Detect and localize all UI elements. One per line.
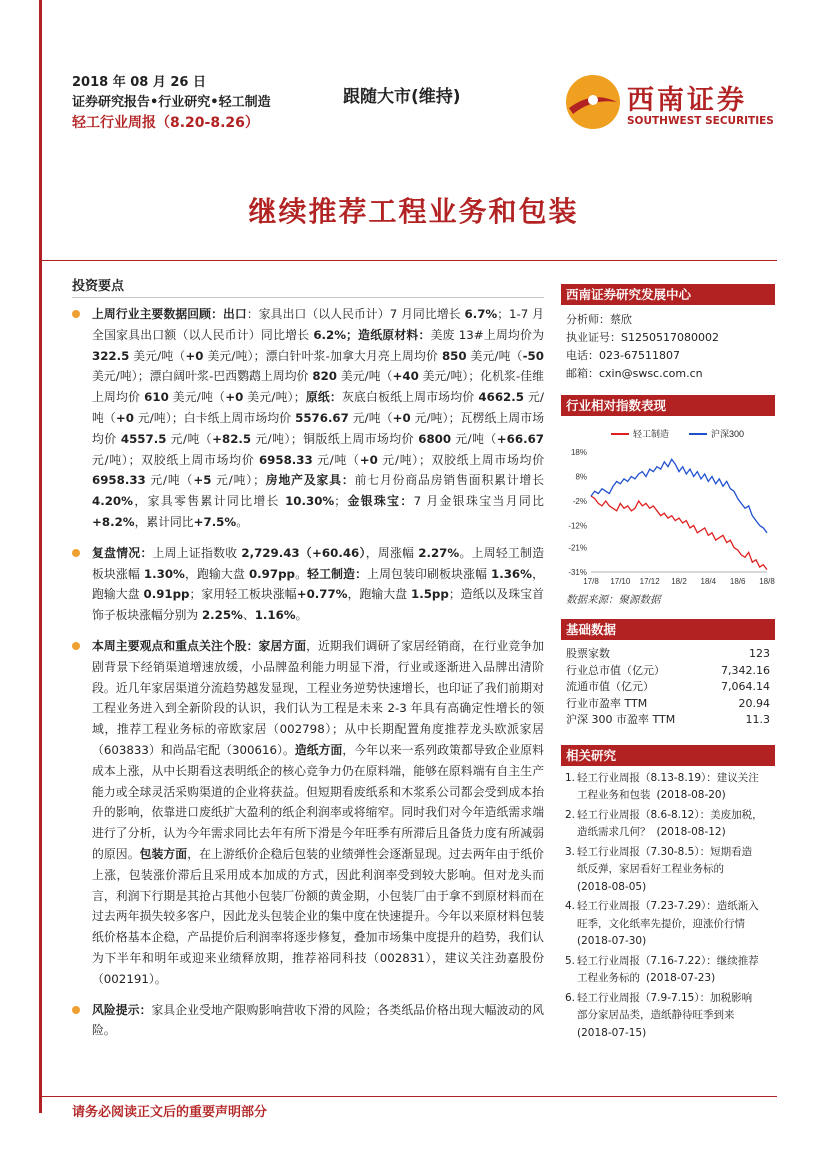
related-research-item[interactable] xyxy=(561,844,775,897)
bullet-text-run: 美元/吨（ xyxy=(129,348,186,363)
bullet-text-run: ，周涨幅 xyxy=(365,545,419,560)
bullet-dot-icon xyxy=(72,1006,80,1014)
bullet-text-run: 美元/吨）； xyxy=(243,390,306,405)
basic-data-key: 股票家数 xyxy=(566,647,610,660)
basic-data-value: 7,342.16 xyxy=(721,663,770,677)
key-points-rule xyxy=(72,297,544,298)
bullet-dot-icon xyxy=(72,642,80,650)
bullet-text-run: 元/吨（ xyxy=(451,431,497,446)
legend-label-0: 轻工制造 xyxy=(633,429,670,439)
related-number: 1. xyxy=(565,771,576,784)
x-tick-label: 18/4 xyxy=(700,577,717,586)
bullet-text-run: 元/吨）；双胶纸上周市场均价 xyxy=(377,452,544,467)
x-tick-label: 17/8 xyxy=(583,577,599,586)
related-title-text: 造纸需求几何？ xyxy=(577,826,651,838)
bullet-text-run: ； xyxy=(334,494,347,509)
related-research-item[interactable] xyxy=(561,898,775,951)
bullet-text-run: 6958.33 xyxy=(258,452,313,467)
page-title: 继续推荐工程业务和包装 xyxy=(248,195,579,228)
related-number: 3. xyxy=(565,845,576,858)
report-date: 2018 年 08 月 26 日 xyxy=(72,75,206,90)
bullet-text-run: +7.5% xyxy=(193,514,237,529)
bullet-text-run: 本周主要观点和重点关注个股： xyxy=(92,638,259,653)
key-point-bullet xyxy=(72,304,544,533)
related-title-line xyxy=(577,1007,775,1025)
rating: 跟随大市(维持) xyxy=(343,87,461,107)
logo-en: SOUTHWEST SECURITIES xyxy=(627,115,774,127)
logo-mark-icon xyxy=(563,72,623,132)
basic-data-key: 沪深 300 市盈率 TTM xyxy=(566,713,676,726)
bullet-text-run: 元/吨（ xyxy=(312,452,360,467)
bullet-text-run: 元/吨）；双胶纸上周市场均价 xyxy=(92,452,259,467)
footer-disclaimer: 请务必阅读正文后的重要声明部分 xyxy=(72,1105,268,1120)
bullet-text-run: 0.91pp xyxy=(143,587,190,602)
y-tick-label: -21% xyxy=(568,543,587,553)
bullet-text-run: 6.7% xyxy=(464,307,498,321)
bullet-text-run: ；造纸以及珠宝首饰子板块涨幅分别为 xyxy=(92,587,544,623)
bullet-text-run: 灰底白板纸上周市场均价 xyxy=(341,390,479,405)
bullet-text-run: 1.16% xyxy=(254,608,296,623)
related-title-line xyxy=(577,861,775,879)
bullet-text-run: 上周包装印刷板块涨幅 xyxy=(367,566,492,581)
related-research-header: 相关研究 xyxy=(561,745,775,766)
bullet-text-run: 1.30% xyxy=(143,566,185,581)
bullet-dot-icon xyxy=(72,549,80,557)
basic-data-row xyxy=(561,712,775,729)
related-number: 6. xyxy=(565,991,576,1004)
related-title-line: 轻工行业周报（8.13-8.19）：建议关注 xyxy=(577,771,759,784)
key-point-bullet xyxy=(72,1000,544,1042)
bullet-text-run: 元/吨（ xyxy=(145,473,194,488)
license-number: 执业证号：S1250517080002 xyxy=(566,331,719,344)
basic-data-key: 流通市值（亿元） xyxy=(566,680,654,693)
key-points-list xyxy=(72,304,544,1041)
analyst-name: 分析师：蔡欣 xyxy=(566,313,632,326)
key-points-title: 投资要点 xyxy=(72,279,125,294)
basic-data-value: 20.94 xyxy=(738,696,770,710)
basic-data-header: 基础数据 xyxy=(561,619,775,640)
bullet-text-run: 上周行业主要数据回顾： xyxy=(92,307,224,321)
bullet-text-run: 7 月金银珠宝当月同比 xyxy=(413,494,544,509)
bullet-text-run: 造纸方面 xyxy=(294,742,343,757)
bullet-text-run: ，近期我们调研了家居经销商，在行业竞争加剧背景下经销渠道增速放缓，小品牌盈利能力明显下滑，行业或逐渐进入品牌出清阶段。近几年家居渠道分流趋势越发显现，工程业务逆势快速增长，也印证了我们前期对工程业务进入到全新阶段的认识，我们认为工程是未来 2-3 年具有高确定性增长的领域，推荐工程业务标的帝欧家居（002798）；从中长期配置角度推荐龙头欧派家居（603833）和尚品宅配（300616）。 xyxy=(92,638,544,757)
x-tick-label: 18/8 xyxy=(759,577,775,586)
bullet-text-run: 家居方面 xyxy=(258,638,307,653)
bullet-text-run: ，今年以来一系列政策都导致企业原料成本上涨，从中长期看这表明纸企的核心竞争力仍在原料端，能够在原料端有自主生产能力或全球灵活采购渠道的企业将获益。但短期看废纸系和木浆系公司都会受到成本抬升的影响，依靠进口废纸扩大盈利的纸企利润率或将缩窄。同时我们对今年造纸需求端进行了分析，认为今年需求同比去年有所下滑是今年旺季有所滞后且备货力度有所减弱的原因。 xyxy=(92,742,544,861)
bullet-text-run: 4557.5 xyxy=(120,431,167,446)
header-left xyxy=(72,73,271,133)
related-title-line xyxy=(577,824,775,842)
bullet-text-run: 、 xyxy=(242,608,255,623)
related-title-text: 部分家居品类，造纸静待旺季到来 xyxy=(577,1009,735,1021)
bullet-text-run: ，跑输大盘 xyxy=(92,566,544,602)
bullet-text-run: 0.97pp xyxy=(248,566,295,581)
bullet-text-run: 原纸： xyxy=(305,390,342,405)
related-number: 2. xyxy=(565,808,576,821)
title-divider xyxy=(42,260,777,261)
bullet-text-run: ，在上游纸价企稳后包装的业绩弹性会逐渐显现。过去两年由于纸价上涨，包装涨价滞后且采用成本加成的方式，因此利润率受到较大影响。但对龙头而言，利润下行期是其抢占其他小包装厂份额的黄金期，小包装厂由于拿不到原材料而在过去两年损失较多客户，因此龙头包装企业的集中度在快速提升。今年以来原材料包装纸价格基本企稳，产品提价后利润率将逐步修复，叠加市场集中度提升的趋势，我们认为下半年和明年或迎来业绩释放期，推荐裕同科技（002831），建议关注劲嘉股份（002191）。 xyxy=(92,846,544,986)
related-date: (2018-07-15) xyxy=(577,1026,647,1039)
bullet-text-run: +40 xyxy=(392,369,419,384)
bullet-text-run: 元/吨（ xyxy=(166,431,213,446)
key-point-bullet xyxy=(72,543,544,626)
x-tick-label: 17/10 xyxy=(610,577,631,586)
bullet-text-run: 美元/吨（ xyxy=(337,369,393,384)
bullet-text-run: 元/吨（ xyxy=(348,410,393,425)
related-title-line xyxy=(577,970,775,988)
bullet-text-run: 出口 xyxy=(223,307,247,321)
report-category: 证券研究报告•行业研究•轻工制造 xyxy=(72,95,271,110)
bullet-text-run: 6800 xyxy=(418,431,452,446)
phone: 电话：023-67511807 xyxy=(566,349,680,362)
related-number: 4. xyxy=(565,900,576,912)
basic-data-row xyxy=(561,663,775,680)
bullet-text-run: 美元/吨（ xyxy=(466,348,523,363)
bullet-text-run: 风险提示： xyxy=(92,1002,152,1017)
y-tick-label: 8% xyxy=(575,472,587,482)
bullet-text-run: +8.2% xyxy=(92,514,135,529)
y-tick-label: -12% xyxy=(568,521,587,531)
index-performance-header: 行业相对指数表现 xyxy=(561,395,775,416)
bullet-text-run: ；1-7 月全国家具出口额（以人民币计）同比增长 xyxy=(92,307,544,342)
bullet-text-run: 美元/吨）；漂白阔叶浆-巴西鹦鹉上周均价 xyxy=(92,369,313,384)
basic-data-key: 行业总市值（亿元） xyxy=(566,663,665,677)
bullet-text-run: ，家具零售累计同比增长 xyxy=(132,494,286,509)
bullet-text-run: 元/吨（ xyxy=(92,390,544,425)
bullet-text-run: 。 xyxy=(236,514,249,529)
basic-data-row xyxy=(561,696,775,713)
analyst-info xyxy=(561,311,775,383)
bullet-text-run: 复盘情况： xyxy=(92,545,153,560)
basic-data-row xyxy=(561,679,775,696)
basic-data-value: 11.3 xyxy=(745,713,770,726)
bullet-text-run: 5576.67 xyxy=(295,410,349,425)
bullet-text-run: +66.67 xyxy=(496,431,544,446)
report-name: 轻工行业周报（8.20-8.26） xyxy=(72,115,259,131)
x-tick-label: 17/12 xyxy=(639,577,660,586)
bullet-text-run: +0 xyxy=(185,348,204,363)
bullet-text-run: +0 xyxy=(392,410,411,425)
bullet-text-run: 1.36% xyxy=(491,566,532,581)
index-chart xyxy=(561,422,775,592)
bullet-text-run: 850 xyxy=(441,348,467,363)
email: 邮箱：cxin@swsc.com.cn xyxy=(566,367,703,380)
related-research-item[interactable] xyxy=(561,990,775,1043)
bullet-text-run: -50 xyxy=(522,348,544,363)
related-title-line: 轻工行业周报（8.6-8.12）：美废加税， xyxy=(577,808,763,821)
basic-data-row xyxy=(561,646,775,663)
footer-divider xyxy=(42,1096,777,1097)
bullet-text-run: 610 xyxy=(144,390,169,405)
bullet-text-run: 4662.5 xyxy=(478,390,524,405)
bullet-text-run: 造纸原材料： xyxy=(357,327,431,342)
bullet-text-run: 轻工制造： xyxy=(307,566,368,581)
bullet-text-run: 。上周轻工制造板块涨幅 xyxy=(92,545,544,581)
related-date: (2018-08-05) xyxy=(577,880,647,893)
series-line-0 xyxy=(591,496,767,569)
y-tick-label: -2% xyxy=(572,496,587,506)
data-source: 数据来源：聚源数据 xyxy=(566,594,661,606)
bullet-text-run: 6.2%； xyxy=(313,327,358,342)
related-date: (2018-07-23) xyxy=(646,972,716,984)
bullet-text-run: 元/吨）；白卡纸上周市场均价 xyxy=(133,410,296,425)
basic-data-table xyxy=(561,646,775,729)
bullet-text-run: 2,729.43（+60.46） xyxy=(241,545,366,560)
related-title-line: 轻工行业周报（7.16-7.22）：继续推荐 xyxy=(577,954,759,967)
bullet-text-run: 家具企业受地产限购影响营收下滑的风险；各类纸品价格出现大幅波动的风险。 xyxy=(92,1002,544,1038)
bullet-text-run: +0 xyxy=(225,390,244,405)
company-logo xyxy=(563,72,773,134)
bullet-text-run: 。 xyxy=(294,566,308,581)
bullet-text-run: 美废 13#上周均价为 xyxy=(430,327,544,342)
bullet-text-run: +82.5 xyxy=(212,431,252,446)
key-point-bullet xyxy=(72,636,544,990)
bullet-text-run: 820 xyxy=(312,369,338,384)
related-title-line: 轻工行业周报（7.30-8.5）：短期看造 xyxy=(577,845,753,858)
bullet-text-run: ，跑输大盘 xyxy=(184,566,249,581)
bullet-text-run: ，累计同比 xyxy=(134,514,194,529)
related-title-text: 纸反弹，家居看好工程业务标的 xyxy=(577,863,724,875)
left-accent-bar xyxy=(39,0,42,1113)
basic-data-key: 行业市盈率 TTM xyxy=(566,696,648,710)
series-line-1 xyxy=(591,459,767,533)
bullet-text-run: ，跑输大盘 xyxy=(347,587,412,602)
bullet-text-run: 6958.33 xyxy=(92,473,146,488)
bullet-text-run: 美元/吨（ xyxy=(168,390,226,405)
related-date: (2018-07-30) xyxy=(577,935,647,947)
related-title-line xyxy=(577,787,775,805)
research-center-header: 西南证券研究发展中心 xyxy=(561,284,775,305)
bullet-text-run: 金银珠宝： xyxy=(346,494,414,509)
bullet-text-run: 2.27% xyxy=(418,545,460,560)
bullet-text-run: +5 xyxy=(193,473,212,488)
bullet-text-run: +0.77% xyxy=(296,587,348,602)
bullet-text-run: +0 xyxy=(115,410,134,425)
related-number: 5. xyxy=(565,954,576,967)
bullet-text-run: +0 xyxy=(359,452,378,467)
relative-index-chart xyxy=(561,422,775,592)
y-tick-label: 18% xyxy=(570,448,587,457)
related-title-line: 轻工行业周报（7.23-7.29）：造纸渐入 xyxy=(577,900,759,912)
bullet-text-run: 包装方面 xyxy=(139,846,188,861)
bullet-text-run: 上周上证指数收 xyxy=(152,545,242,560)
related-title-text: 工程业务和包装 xyxy=(577,789,651,801)
bullet-text-run: 元/吨）；瓦楞纸上周市场均价 xyxy=(92,410,544,446)
bullet-text-run: 2.25% xyxy=(201,608,243,623)
related-research-list xyxy=(561,770,775,1043)
bullet-dot-icon xyxy=(72,310,80,318)
bullet-text-run: 4.20% xyxy=(92,494,133,509)
basic-data-value: 123 xyxy=(749,647,770,660)
bullet-text-run: 322.5 xyxy=(92,348,130,363)
related-title-line xyxy=(577,916,775,934)
related-title-text: 工程业务标的 xyxy=(577,972,640,984)
logo-cn: 西南证券 xyxy=(627,85,747,116)
related-date: (2018-08-12) xyxy=(656,826,726,838)
bullet-text-run: ；家用轻工板块涨幅 xyxy=(189,587,297,602)
related-title-line: 轻工行业周报（7.9-7.15）：加税影响 xyxy=(577,991,753,1004)
related-research-item[interactable] xyxy=(561,770,775,805)
bullet-text-run: 元/吨）； xyxy=(211,473,265,488)
y-tick-label: -31% xyxy=(568,568,587,577)
related-date: (2018-08-20) xyxy=(656,789,726,801)
x-tick-label: 18/6 xyxy=(729,577,746,586)
bullet-text-run: ：家具出口（以人民币计）7 月同比增长 xyxy=(246,307,465,321)
bullet-text-run: 1.5pp xyxy=(411,587,449,602)
bullet-text-run: 美元/吨）；漂白针叶浆-加拿大月亮上周均价 xyxy=(203,348,442,363)
sidebar xyxy=(561,284,775,1044)
bullet-text-run: 元/吨）；铜版纸上周市场均价 xyxy=(251,431,419,446)
basic-data-value: 7,064.14 xyxy=(721,680,770,693)
related-research-item[interactable] xyxy=(561,807,775,842)
bullet-text-run: 。 xyxy=(295,608,308,623)
bullet-text-run: 美元/吨）；化机浆-佳维上周均价 xyxy=(92,369,544,405)
bullet-text-run: 10.30% xyxy=(285,494,335,509)
related-title-text: 旺季，文化纸率先提价，迎涨价行情 xyxy=(577,917,745,930)
bullet-text-run: 房地产及家具： xyxy=(264,473,355,488)
key-points-section xyxy=(72,275,544,1041)
related-research-item[interactable] xyxy=(561,953,775,988)
bullet-text-run: 前七月份商品房销售面积累计增长 xyxy=(354,473,544,488)
x-tick-label: 18/2 xyxy=(671,577,687,586)
legend-label-1: 沪深300 xyxy=(711,429,745,439)
